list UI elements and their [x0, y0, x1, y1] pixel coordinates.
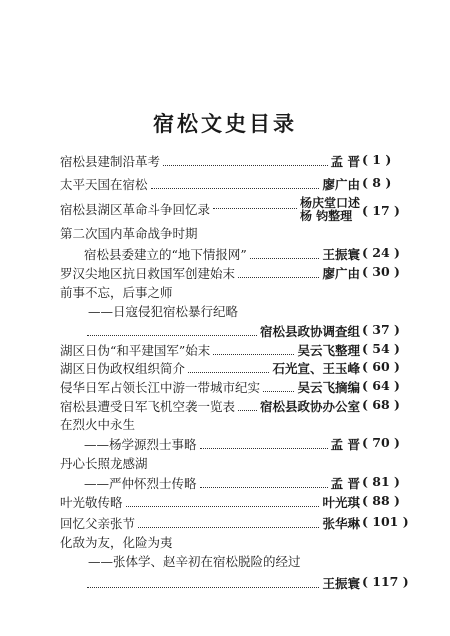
- toc-entry: [84, 574, 360, 592]
- entry-page: ( 88 ): [362, 493, 400, 508]
- entry-page: ( 60 ): [362, 359, 400, 374]
- toc-entry: [60, 341, 360, 359]
- toc-entry: [84, 435, 360, 453]
- toc-entry: [84, 245, 360, 263]
- entry-author: 廖广由: [322, 177, 360, 192]
- entry-title: 宿松县遭受日军飞机空袭一览表: [60, 399, 236, 414]
- entry-title: 宿松县湖区革命斗争回忆录: [60, 202, 211, 217]
- entry-author: 吴云飞摘编: [297, 380, 360, 395]
- entry-title: ——严仲怀烈士传略: [84, 476, 197, 491]
- dot-leader: [87, 587, 319, 588]
- entry-title: 宿松县建制沿革考: [60, 154, 161, 169]
- entry-title: 叶光敬传略: [60, 495, 123, 510]
- entry-author: 孟 晋: [330, 154, 360, 169]
- entry-author: 王振寰: [322, 247, 360, 262]
- entry-title: 侵华日军占领长江中游一带城市纪实: [60, 380, 261, 395]
- dot-leader: [238, 277, 319, 278]
- entry-author: 宿松县政协调查组: [259, 324, 360, 339]
- entry-title: 回忆父亲张节: [60, 516, 136, 531]
- entry-author: 王振寰: [322, 576, 360, 591]
- entry-author: 孟 晋: [330, 437, 360, 452]
- entry-page: ( 37 ): [362, 322, 400, 337]
- entry-page: ( 8 ): [362, 175, 392, 190]
- entry-title: 太平天国在宿松: [60, 177, 148, 192]
- toc-entry: [60, 175, 360, 193]
- dot-leader: [87, 335, 257, 336]
- entry-page: ( 54 ): [362, 341, 400, 356]
- dot-leader: [188, 372, 269, 373]
- dot-leader: [163, 165, 328, 166]
- dot-leader: [200, 487, 328, 488]
- entry-author: 宿松县政协办公室: [259, 399, 360, 414]
- entry-author: 张华琳: [322, 516, 360, 531]
- entry-page: ( 101 ): [362, 514, 409, 529]
- entry-page: ( 24 ): [362, 245, 400, 260]
- entry-title: 前事不忘，后事之师: [60, 285, 173, 300]
- entry-title: 化敌为友，化险为夷: [60, 535, 173, 550]
- dot-leader: [151, 188, 320, 189]
- entry-author: 叶光琪: [322, 495, 360, 510]
- dot-leader: [250, 258, 320, 259]
- entry-title: ——杨学源烈士事略: [84, 437, 197, 452]
- entry-author: 廖广由: [322, 266, 360, 281]
- entry-author: 石光宣、王玉峰: [272, 361, 360, 376]
- dot-leader: [126, 506, 320, 507]
- entry-title: 罗汉尖地区抗日救国军创建始末: [60, 266, 236, 281]
- toc-entry: [60, 493, 360, 511]
- entry-author: 吴云飞整理: [297, 343, 360, 358]
- page-title: 宿松文史目录: [153, 111, 297, 136]
- toc-entry: [60, 514, 360, 532]
- entry-title: 在烈火中永生: [60, 417, 136, 432]
- toc-entry: [60, 152, 360, 170]
- entry-page: ( 117 ): [362, 574, 409, 589]
- entry-page: ( 30 ): [362, 264, 400, 279]
- entry-title: 丹心长照龙感湖: [60, 456, 148, 471]
- entry-page: ( 70 ): [362, 435, 400, 450]
- dot-leader: [263, 391, 294, 392]
- dot-leader: [213, 354, 294, 355]
- toc-entry: [60, 264, 360, 282]
- entry-subtitle: ——日寇侵犯宿松暴行纪略: [88, 304, 239, 319]
- toc-entry: [84, 474, 360, 492]
- entry-page: ( 81 ): [362, 474, 400, 489]
- dot-leader: [238, 410, 257, 411]
- toc-entry: [60, 397, 360, 415]
- toc-entry: [60, 359, 360, 377]
- entry-author: 杨庆堂口述 杨 钧整理: [299, 196, 360, 223]
- dot-leader: [138, 527, 319, 528]
- entry-author: 孟 晋: [330, 476, 360, 491]
- entry-page: ( 68 ): [362, 397, 400, 412]
- toc-entry: [60, 197, 360, 223]
- entry-page: ( 1 ): [362, 152, 392, 167]
- toc-entry: [84, 322, 360, 340]
- entry-subtitle: ——张体学、赵辛初在宿松脱险的经过: [88, 554, 301, 569]
- entry-page: ( 17 ): [362, 203, 400, 218]
- entry-page: ( 64 ): [362, 378, 400, 393]
- section-heading: 第二次国内革命战争时期: [60, 226, 198, 241]
- entry-title: 湖区日伪“和平建国军”始末: [60, 343, 211, 358]
- toc-entry: [60, 378, 360, 396]
- dot-leader: [213, 208, 297, 209]
- dot-leader: [200, 448, 328, 449]
- entry-title: 宿松县委建立的“地下情报网”: [84, 247, 247, 262]
- entry-title: 湖区日伪政权组织简介: [60, 361, 186, 376]
